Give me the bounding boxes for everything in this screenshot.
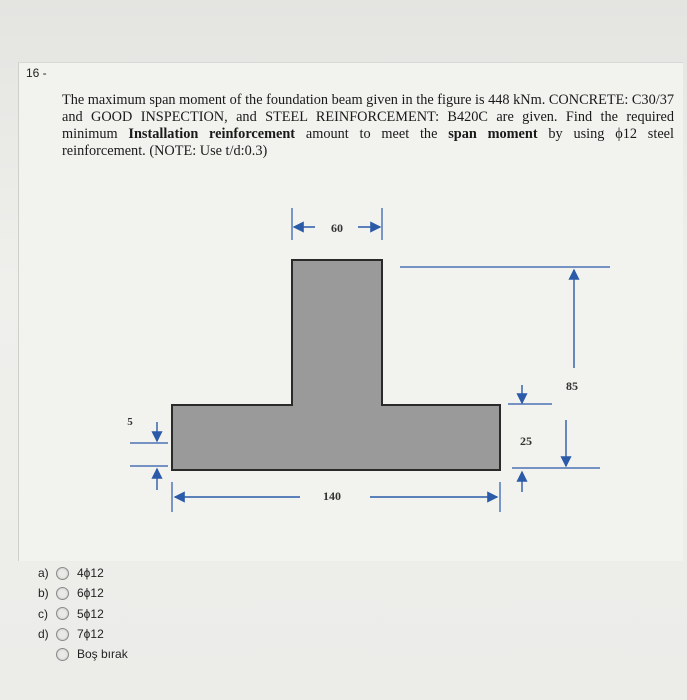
option-d-letter: d)	[38, 627, 49, 642]
option-a-radio[interactable]	[56, 567, 69, 580]
question-text-part3: by using ϕ12 steel reinforcement. (NOTE: Use t/d:0.3)	[62, 126, 674, 159]
option-d-text: 7ϕ12	[77, 627, 104, 642]
beam-cross-section-figure	[120, 200, 620, 520]
option-d-radio[interactable]	[56, 628, 69, 641]
option-c[interactable]	[38, 604, 128, 624]
question-text-part1: The maximum span moment of the foundation beam given in the figure is 448 kNm. CONCRETE: C30/37 and GOOD INSPECTION, and STEEL REINFORCEMENT: B420C are given. Find the required minimum	[62, 92, 674, 142]
option-c-letter: c)	[38, 606, 48, 621]
question-text-bold2: span moment	[448, 126, 538, 142]
dim-top-label: 60	[331, 221, 343, 235]
option-a[interactable]	[38, 563, 128, 583]
option-leave-blank-radio[interactable]	[56, 648, 69, 661]
option-leave-blank-text: Boş bırak	[77, 647, 128, 662]
option-b-radio[interactable]	[56, 587, 69, 600]
beam-section-shape	[172, 260, 500, 470]
option-c-text: 5ϕ12	[77, 606, 104, 621]
option-leave-blank[interactable]	[38, 644, 128, 664]
option-d[interactable]	[38, 624, 128, 644]
dim-5-label: 5	[127, 416, 133, 428]
option-b-text: 6ϕ12	[77, 586, 104, 601]
option-a-letter: a)	[38, 566, 49, 581]
dim-140-label: 140	[323, 489, 341, 503]
option-b-letter: b)	[38, 586, 49, 601]
option-a-text: 4ϕ12	[77, 566, 104, 581]
option-b[interactable]	[38, 583, 128, 603]
question-text-bold1: Installation reinforcement	[128, 126, 296, 142]
dim-25-label: 25	[520, 434, 532, 448]
question-number: 16 -	[26, 66, 47, 80]
question-text	[62, 92, 674, 160]
question-text-part2: amount to meet the	[295, 126, 449, 142]
dim-85-label: 85	[566, 379, 578, 393]
option-c-radio[interactable]	[56, 607, 69, 620]
answer-options	[38, 563, 128, 664]
